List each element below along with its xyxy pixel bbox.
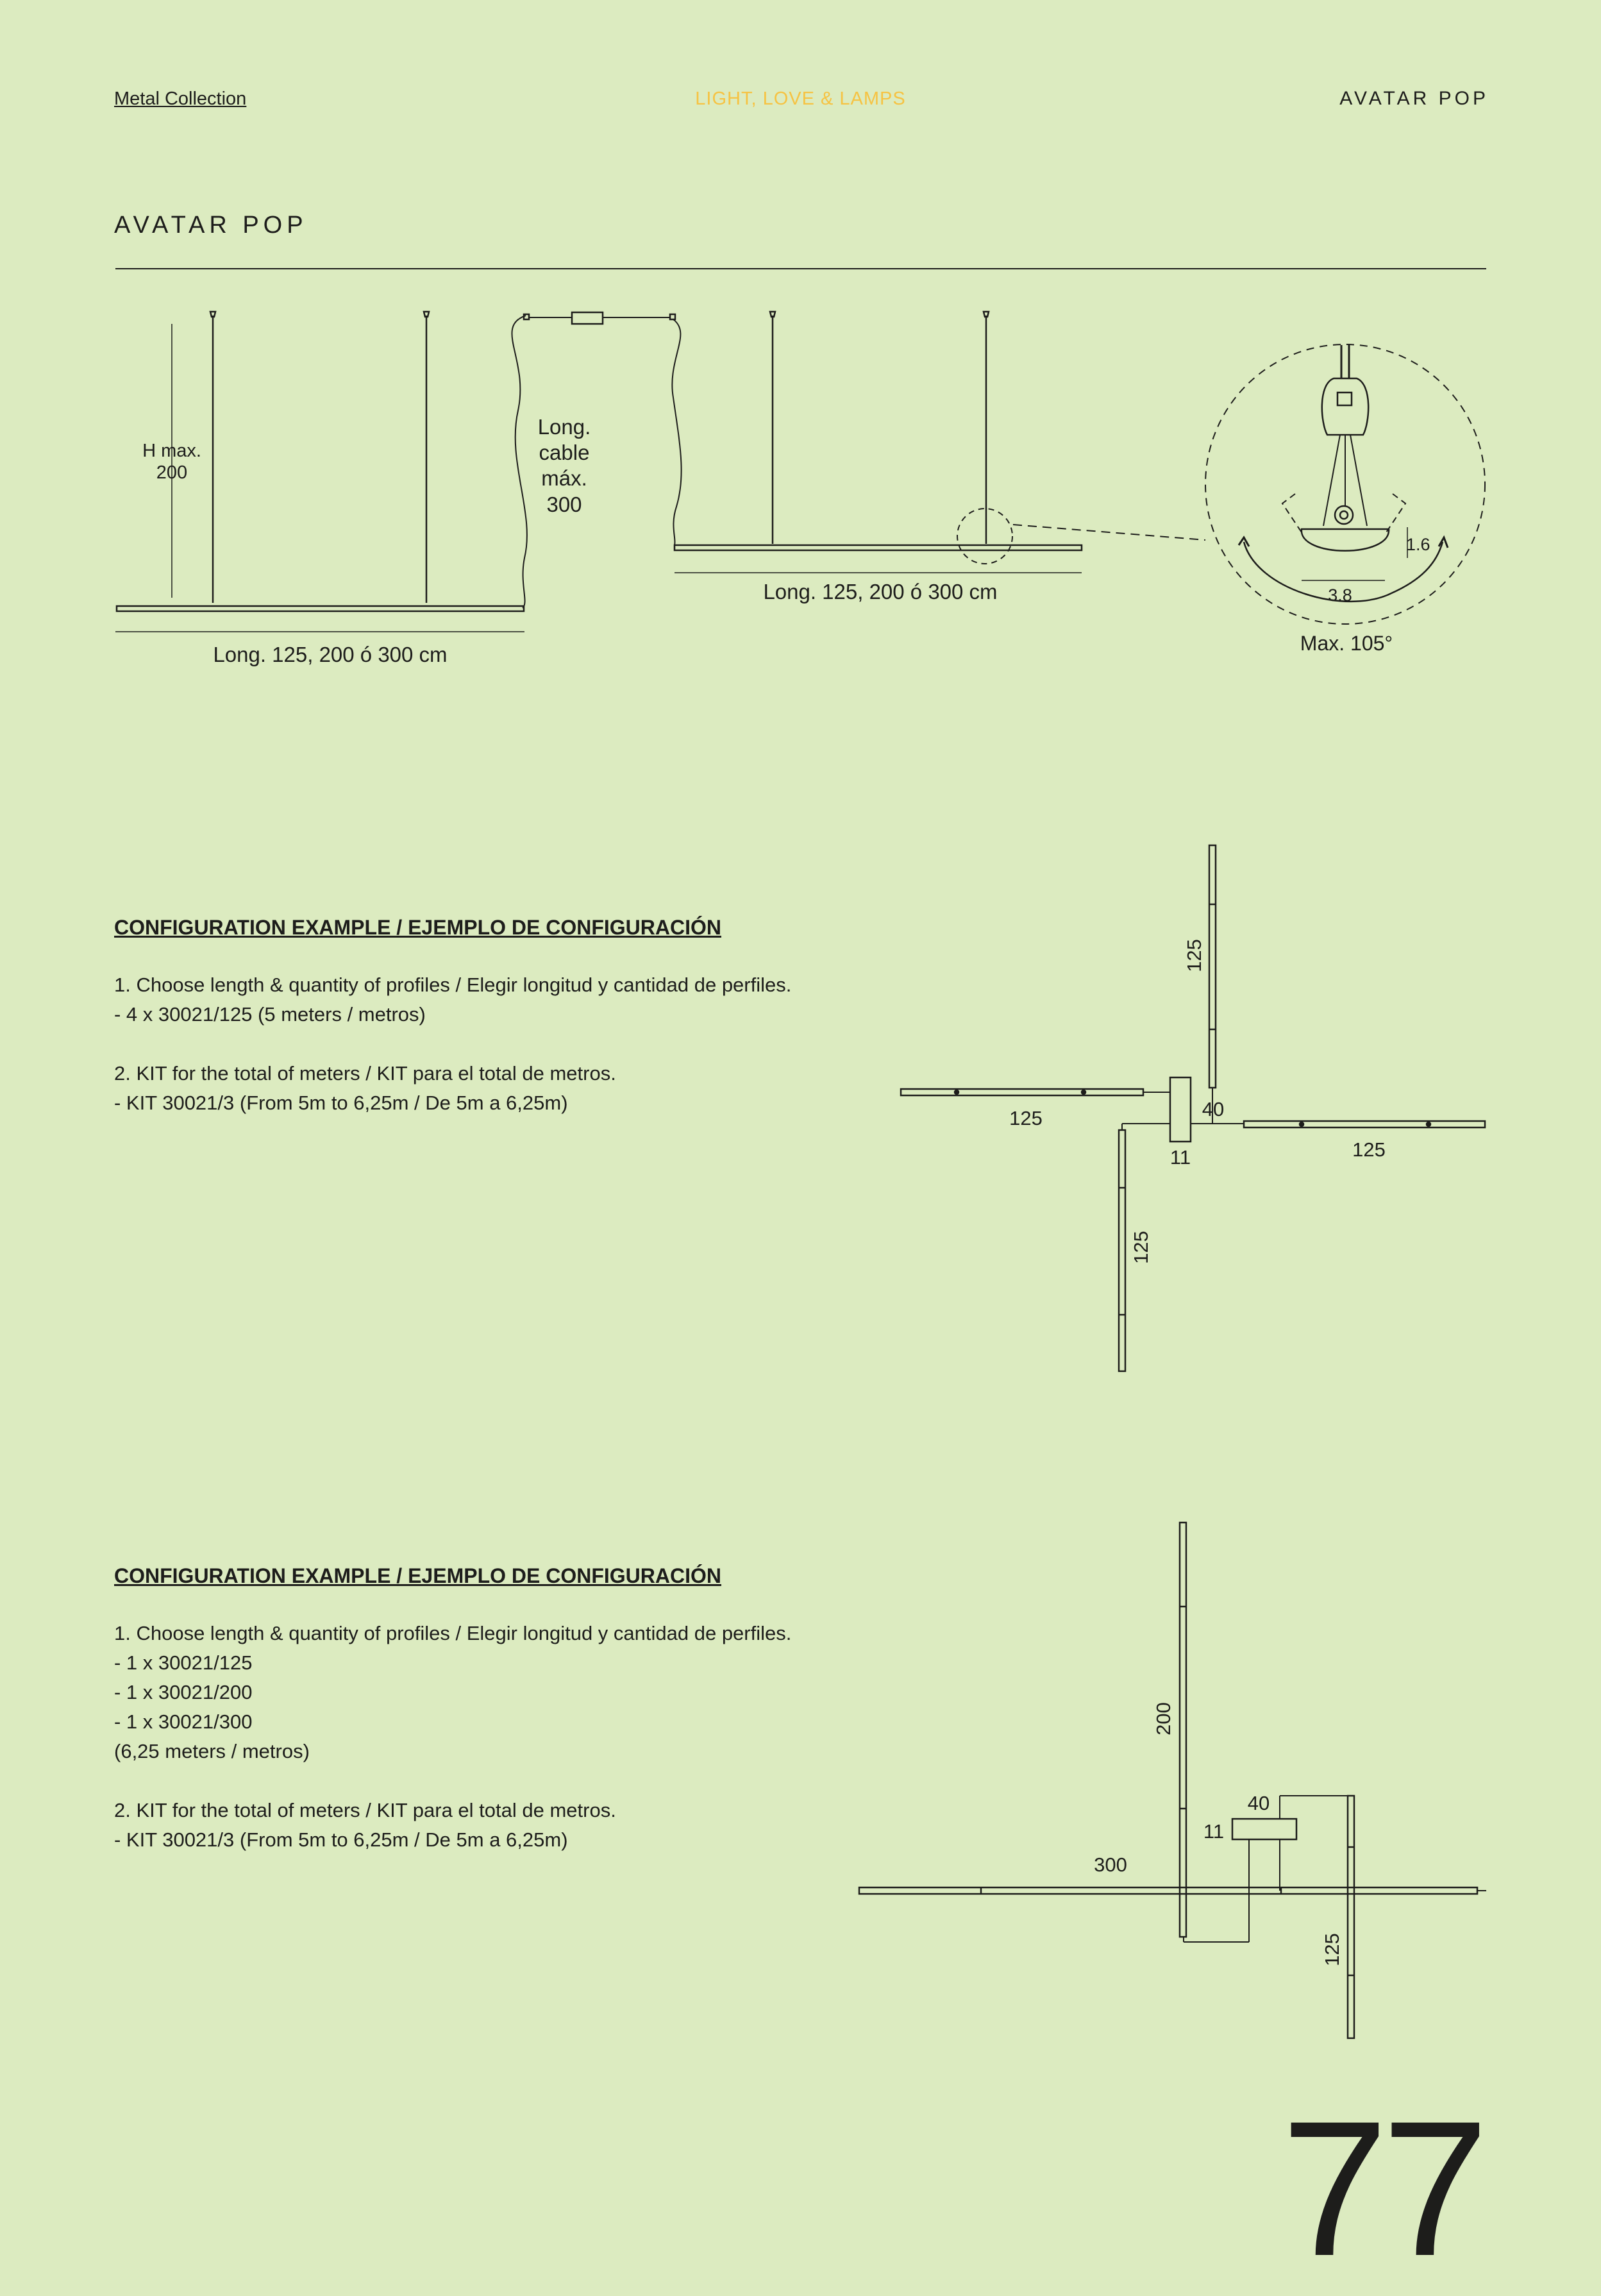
config-2-line: - 1 x 30021/300 bbox=[114, 1710, 253, 1733]
config-1-diagram bbox=[901, 845, 1485, 1371]
profile-200 bbox=[1180, 1523, 1186, 1937]
ceiling-mount bbox=[210, 312, 215, 317]
length-label-left: Long. 125, 200 ó 300 cm bbox=[213, 643, 448, 666]
config-2-line: - KIT 30021/3 (From 5m to 6,25m / De 5m a 6,25m) bbox=[114, 1828, 568, 1851]
ceiling-mount bbox=[770, 312, 775, 317]
config-1-labels bbox=[1009, 939, 1386, 1264]
top-diagram-labels bbox=[142, 415, 1430, 666]
dim-left-arm: 125 bbox=[1009, 1107, 1043, 1129]
config-2-labels bbox=[1094, 1702, 1343, 1966]
config-1-line bbox=[114, 1029, 791, 1059]
spot-body bbox=[1302, 529, 1389, 551]
power-cable bbox=[512, 316, 526, 608]
dim-kit-height: 40 bbox=[1202, 1098, 1225, 1120]
config-1-line: - KIT 30021/3 (From 5m to 6,25m / De 5m a 6,25m) bbox=[114, 1092, 568, 1114]
brand-tagline: LIGHT, LOVE & LAMPS bbox=[695, 89, 906, 109]
collection-link[interactable]: Metal Collection bbox=[114, 89, 247, 109]
cable-label-line: 300 bbox=[546, 493, 582, 516]
config-2-line: - 1 x 30021/200 bbox=[114, 1681, 253, 1703]
power-cable bbox=[672, 319, 681, 545]
dim-kit-height: 40 bbox=[1247, 1792, 1270, 1814]
ceiling-mount bbox=[424, 312, 429, 317]
product-name-header: AVATAR POP bbox=[1339, 88, 1489, 109]
profile-125 bbox=[1348, 1796, 1354, 2038]
dim-top-arm: 125 bbox=[1183, 939, 1205, 972]
dim-kit-width: 11 bbox=[1203, 1820, 1225, 1843]
dim-bottom-arm: 125 bbox=[1130, 1231, 1152, 1264]
config-2-heading: CONFIGURATION EXAMPLE / EJEMPLO DE CONFIGURACIÓN bbox=[114, 1564, 721, 1587]
max-angle-label: Max. 105° bbox=[1300, 632, 1393, 655]
detail-height-label: 1.6 bbox=[1406, 535, 1430, 554]
config-1-line: 2. KIT for the total of meters / KIT para el total de metros. bbox=[114, 1062, 616, 1085]
ceiling-mount bbox=[984, 312, 989, 317]
page-number: 77 bbox=[1281, 2081, 1482, 2296]
cable-connector bbox=[524, 314, 529, 319]
profile-bottom bbox=[1119, 1130, 1125, 1371]
length-label-right: Long. 125, 200 ó 300 cm bbox=[763, 580, 998, 604]
spot-head bbox=[1322, 378, 1368, 435]
h-max-value: 200 bbox=[156, 462, 188, 483]
h-max-label: H max. bbox=[142, 441, 201, 461]
cable-connector bbox=[670, 314, 675, 319]
profile-right bbox=[1244, 1121, 1485, 1127]
config-2-line: 2. KIT for the total of meters / KIT para el total de metros. bbox=[114, 1799, 616, 1821]
light-profile-1 bbox=[117, 606, 524, 611]
kit-box bbox=[1232, 1819, 1296, 1839]
cable-label-line: máx. bbox=[541, 466, 587, 490]
detail-width-label: 3.8 bbox=[1328, 586, 1352, 605]
config-2-line bbox=[114, 1766, 791, 1796]
detail-leader bbox=[1013, 525, 1205, 540]
config-2-line: - 1 x 30021/125 bbox=[114, 1651, 253, 1674]
config-1-instructions bbox=[114, 970, 791, 1118]
config-2-instructions bbox=[114, 1619, 791, 1855]
dim-horizontal: 300 bbox=[1094, 1853, 1127, 1876]
config-2-line: 1. Choose length & quantity of profiles / Elegir longitud y cantidad de perfiles. bbox=[114, 1622, 792, 1644]
detail-marker bbox=[957, 509, 1012, 564]
dim-vertical-short: 125 bbox=[1321, 1933, 1343, 1966]
page-title: AVATAR POP bbox=[114, 212, 308, 239]
profile-top bbox=[1209, 845, 1216, 1088]
profile-left bbox=[901, 1089, 1143, 1095]
config-1-line: 1. Choose length & quantity of profiles / Elegir longitud y cantidad de perfiles. bbox=[114, 974, 792, 996]
dim-vertical-long: 200 bbox=[1152, 1702, 1175, 1735]
config-1-heading: CONFIGURATION EXAMPLE / EJEMPLO DE CONFIGURACIÓN bbox=[114, 916, 721, 939]
kit-box bbox=[1170, 1077, 1191, 1142]
config-2-line: (6,25 meters / metros) bbox=[114, 1740, 310, 1762]
spot-lens bbox=[1337, 393, 1352, 405]
dim-kit-width: 11 bbox=[1169, 1146, 1191, 1169]
driver-box bbox=[572, 312, 603, 324]
profile-300 bbox=[859, 1887, 1477, 1894]
config-2-diagram bbox=[859, 1523, 1486, 2038]
cable-label-line: cable bbox=[539, 441, 590, 464]
config-1-line: - 4 x 30021/125 (5 meters / metros) bbox=[114, 1003, 426, 1026]
spot-joint bbox=[1335, 506, 1353, 524]
cable-label-line: Long. bbox=[537, 415, 591, 439]
dim-right-arm: 125 bbox=[1352, 1138, 1386, 1161]
light-profile-2 bbox=[675, 545, 1082, 550]
